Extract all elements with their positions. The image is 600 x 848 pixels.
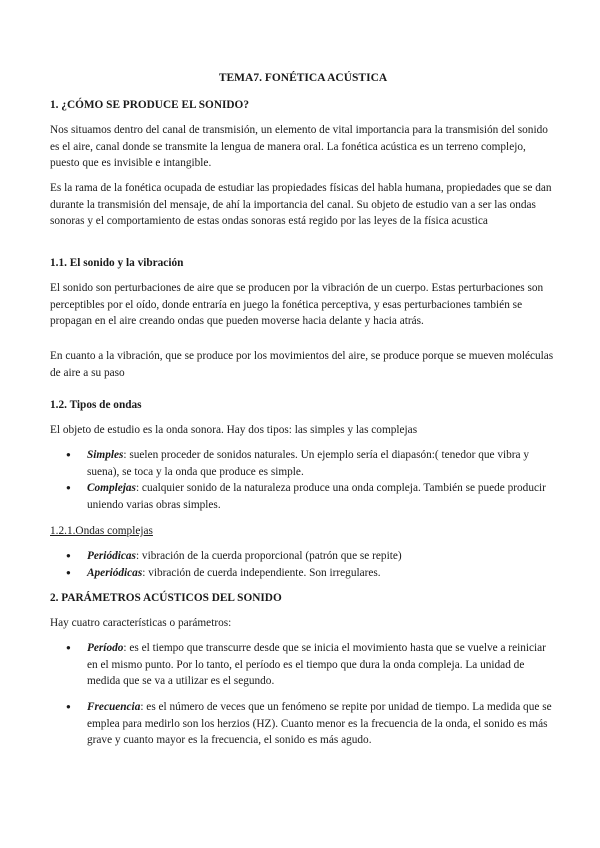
- list-item-term: Periódicas: [87, 550, 136, 562]
- list-item-term: Período: [87, 642, 124, 654]
- parameters-list-2: [50, 699, 556, 749]
- list-item: [50, 480, 556, 513]
- list-item: [50, 640, 556, 690]
- section-1-2-heading: 1.2. Tipos de ondas: [50, 399, 142, 411]
- list-item: [50, 447, 556, 480]
- section-1-1-paragraph-1: El sonido son perturbaciones de aire que se producen por la vibración de un cuerpo. Estas perturbaciones son perceptibles por el oído, donde entraría en juego la fonética perceptiva, y esas perturbaciones también se propagan en el aire creando ondas que pueden moverse hacia delante y hacia atrás.: [50, 282, 544, 327]
- list-item-text: : vibración de la cuerda proporcional (patrón que se repite): [135, 550, 402, 562]
- list-item-text: : es el tiempo que transcurre desde que se inicia el movimiento hasta que se vuelve a reiniciar en el mismo punto. Por lo tanto, el período es el tiempo que dura la onda compleja. La unidad de medida que se va a utilizar es el segundo.: [87, 642, 546, 687]
- list-item-text: : cualquier sonido de la naturaleza produce una onda compleja. También se puede producir uniendo varias obras simples.: [87, 482, 546, 511]
- section-1-2-paragraph-1: El objeto de estudio es la onda sonora. Hay dos tipos: las simples y las complejas: [50, 424, 418, 436]
- section-1-1-heading: 1.1. El sonido y la vibración: [50, 257, 184, 269]
- list-item-term: Frecuencia: [87, 701, 141, 713]
- list-item-text: : es el número de veces que un fenómeno se repite por unidad de tiempo. La medida que se emplea para medirlo son los herzios (HZ). Cuanto menor es la frecuencia de la onda, el sonido es más grave y cuanto mayor es la frecuencia, el sonido es más agudo.: [87, 701, 552, 746]
- section-2-heading: 2. PARÁMETROS ACÚSTICOS DEL SONIDO: [50, 592, 282, 604]
- complex-waves-list: [50, 548, 556, 581]
- section-1-paragraph-1: Nos situamos dentro del canal de transmisión, un elemento de vital importancia para la transmisión del sonido es el aire, canal donde se transmite la lengua de manera oral. La fonética acústica es un terreno complejo, puesto que es invisible e intangible.: [50, 124, 548, 169]
- list-item: [50, 548, 556, 565]
- list-item: [50, 565, 556, 582]
- list-item-term: Simples: [87, 449, 124, 461]
- list-item: [50, 699, 556, 749]
- list-item-term: Aperiódicas: [87, 566, 143, 579]
- parameters-list-1: [50, 640, 556, 690]
- wave-types-list: [50, 447, 556, 513]
- document-title: TEMA7. FONÉTICA ACÚSTICA: [218, 72, 388, 84]
- section-1-heading: 1. ¿CÓMO SE PRODUCE EL SONIDO?: [50, 99, 249, 111]
- section-2-paragraph-1: Hay cuatro características o parámetros:: [50, 617, 232, 629]
- section-1-1-paragraph-2: En cuanto a la vibración, que se produce por los movimientos del aire, se produce porque se mueven moléculas de aire a su paso: [50, 350, 554, 379]
- section-1-paragraph-2: Es la rama de la fonética ocupada de estudiar las propiedades físicas del habla humana, propiedades que se dan durante la transmisión del mensaje, de ahí la importancia del canal. Su objeto de estudio van a ser las ondas sonoras y el comportamiento de estas ondas sonoras está regido por las leyes de la física acustica: [50, 182, 552, 227]
- list-item-term: Complejas: [87, 482, 136, 494]
- list-item-text: : suelen proceder de sonidos naturales. Un ejemplo sería el diapasón:( tenedor que vibra y suena), se toca y la onda que produce es simple.: [87, 449, 530, 478]
- list-item-text: : vibración de cuerda independiente. Son irregulares.: [142, 566, 381, 579]
- section-1-2-1-heading: 1.2.1.Ondas complejas: [50, 525, 153, 537]
